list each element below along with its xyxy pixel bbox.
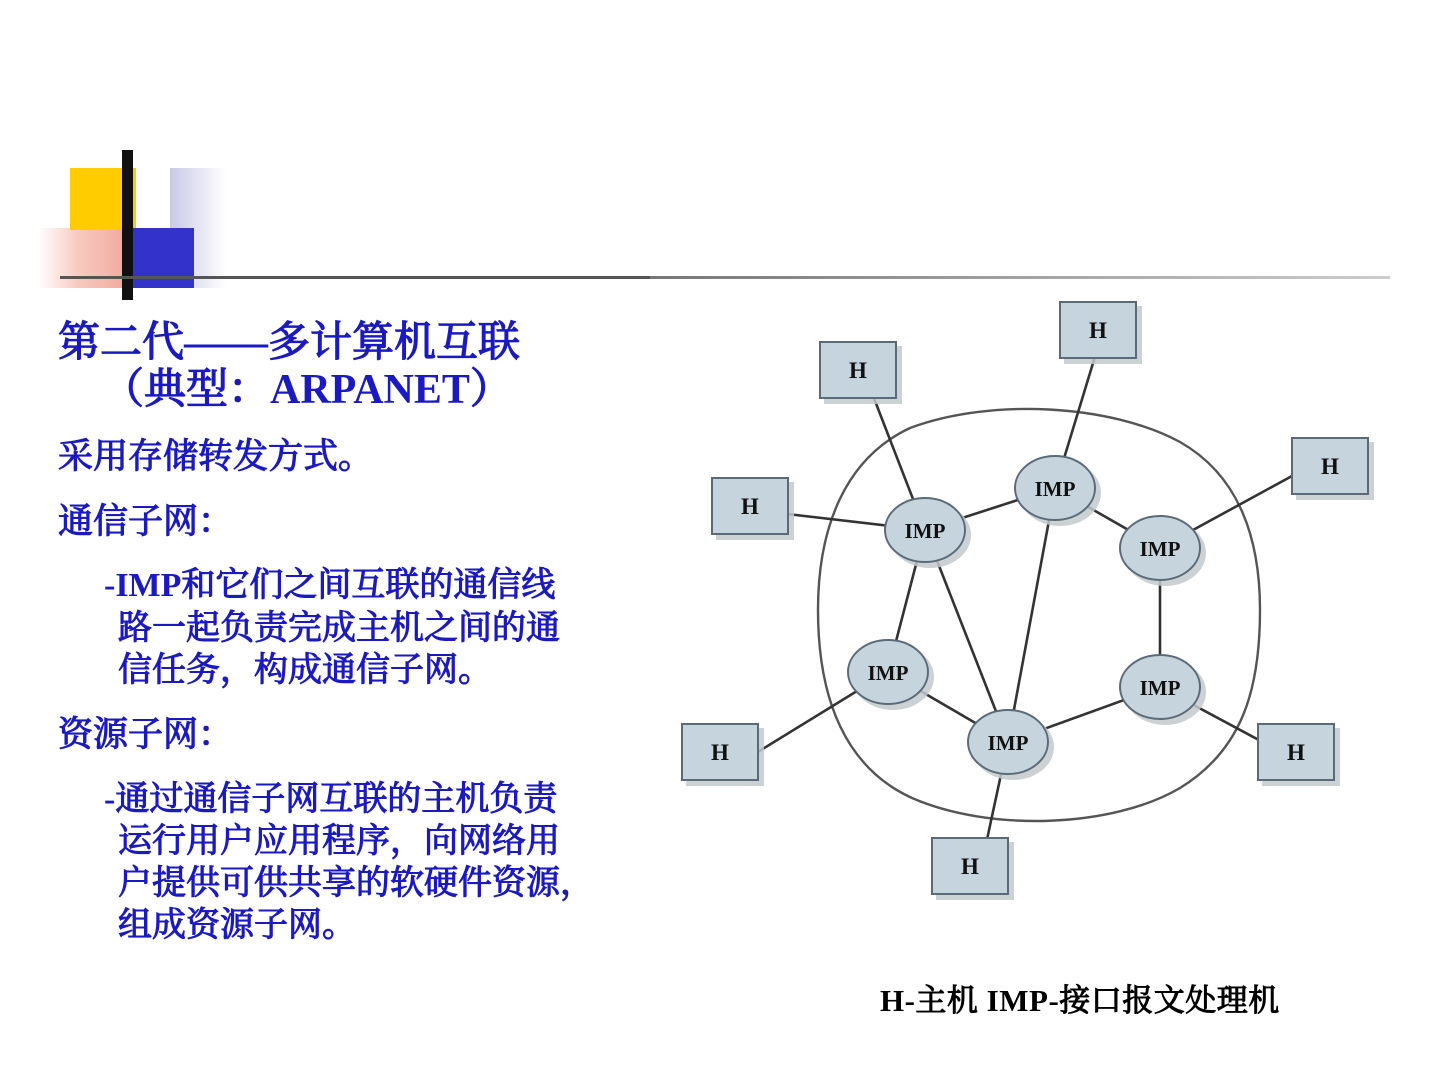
paragraph-storage-forward: 采用存储转发方式。: [58, 437, 374, 477]
host-label: H: [1287, 740, 1305, 765]
host-label: H: [1089, 318, 1107, 343]
diagram-legend: H-主机 IMP-接口报文处理机: [880, 983, 1280, 1018]
host-node-bottom-right[interactable]: [1258, 724, 1334, 780]
paragraph-resource-description: [104, 779, 698, 948]
imp-desc-line3: 信任务，构成通信子网。: [118, 651, 492, 689]
resource-desc-line1: -通过通信子网互联的主机负责: [104, 780, 558, 818]
logo-gradient-left: [38, 228, 128, 288]
imp-node-center-lower[interactable]: [968, 710, 1048, 774]
arpanet-network-diagram: [660, 280, 1420, 1020]
resource-desc-line4: 组成资源子网。: [118, 907, 356, 945]
host-node-top-left[interactable]: [820, 342, 896, 398]
imp-desc-line2: 路一起负责完成主机之间的通: [118, 609, 560, 647]
host-node-right[interactable]: [1292, 438, 1368, 494]
slide-text-column: [58, 320, 698, 947]
imp-node-top[interactable]: [1015, 456, 1095, 520]
imp-node-right-lower[interactable]: [1120, 655, 1200, 719]
host-label: H: [961, 854, 979, 879]
logo-blue-square: [128, 228, 194, 288]
imp-node-left-lower[interactable]: [848, 640, 928, 704]
host-label: H: [741, 494, 759, 519]
host-node-top-right[interactable]: [1060, 302, 1136, 358]
host-links: [748, 350, 1300, 872]
heading-communication-subnet: 通信子网：: [58, 501, 234, 541]
paragraph-imp-description: [104, 565, 698, 691]
resource-desc-line2: 运行用户应用程序，向网络用: [118, 822, 560, 860]
imp-node-left-upper[interactable]: [885, 498, 965, 562]
host-node-left[interactable]: [712, 478, 788, 534]
heading-resource-subnet: 资源子网：: [58, 714, 234, 754]
resource-desc-line3: 户提供可供共享的软硬件资源，: [118, 864, 594, 902]
host-node-bottom-left[interactable]: [682, 724, 758, 780]
page-title-line2: （典型：ARPANET）: [102, 367, 512, 414]
imp-label: IMP: [904, 519, 946, 543]
imp-label: IMP: [1139, 537, 1181, 561]
header-rule-fade: [650, 276, 1390, 279]
host-label: H: [711, 740, 729, 765]
host-node-bottom[interactable]: [932, 838, 1008, 894]
imp-label: IMP: [987, 731, 1029, 755]
imp-label: IMP: [1034, 477, 1076, 501]
imp-label: IMP: [1139, 676, 1181, 700]
imp-node-right-upper[interactable]: [1120, 516, 1200, 580]
page-title-line1: 第二代——多计算机互联: [58, 320, 521, 366]
imp-desc-line1: -IMP和它们之间互联的通信线: [104, 567, 556, 605]
host-label: H: [849, 358, 867, 383]
host-label: H: [1321, 454, 1339, 479]
imp-label: IMP: [867, 661, 909, 685]
